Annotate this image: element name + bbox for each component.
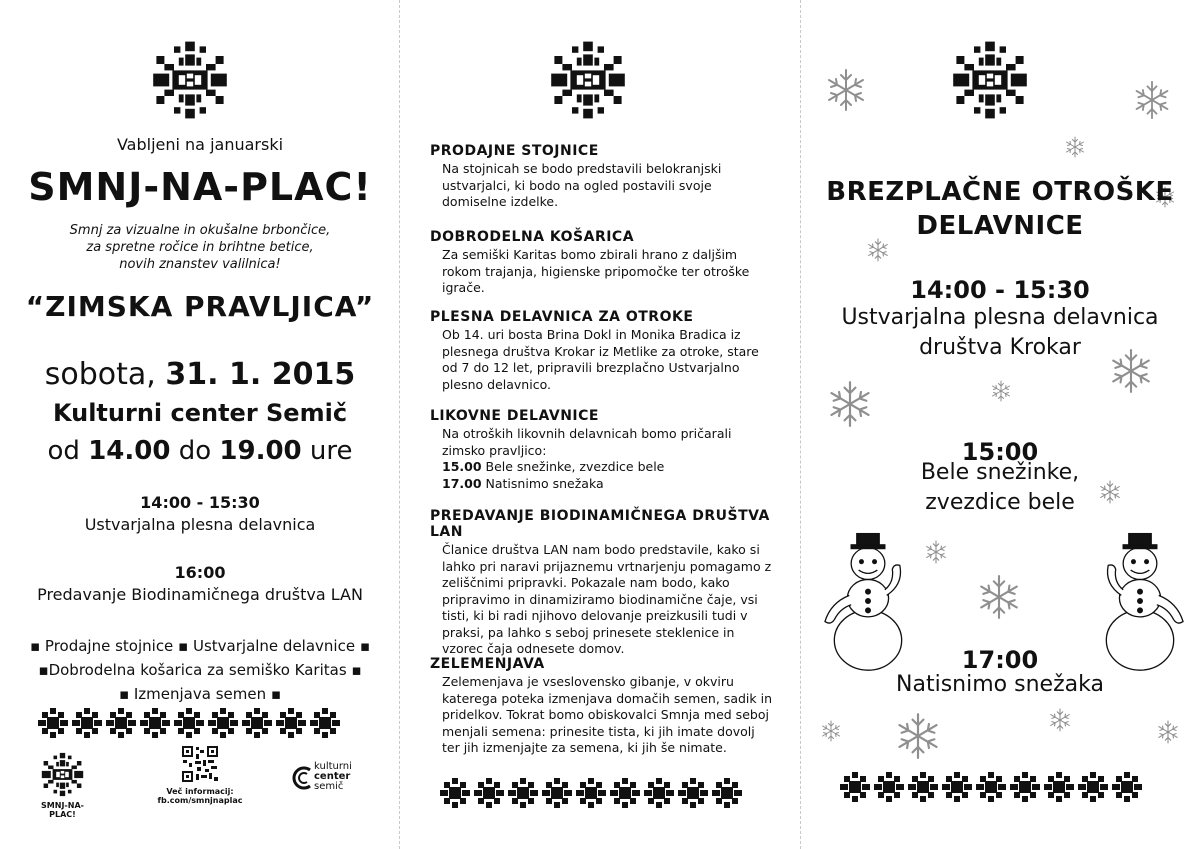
border-motif-icon — [712, 778, 742, 808]
time-from: 14.00 — [88, 436, 171, 466]
workshop-time: 14:00 - 15:30 — [910, 276, 1090, 304]
kc-line-2: center — [314, 771, 351, 782]
border-motif-icon — [576, 778, 606, 808]
schedule-time: 16:00 — [174, 563, 226, 582]
border-motif-icon — [310, 708, 340, 738]
art-item-time: 17.00 — [442, 475, 482, 491]
footer-logo-label: SMNJ-NA-PLAC! — [41, 801, 84, 819]
border-motif-icon — [106, 708, 136, 738]
border-motif-icon — [1044, 772, 1074, 802]
snowflake-icon — [1132, 80, 1172, 120]
border-motif-icon — [38, 708, 68, 738]
folk-star-motif-icon — [40, 752, 85, 797]
schedule-desc: Predavanje Biodinamičnega društva LAN — [37, 585, 363, 604]
section-seed-swap — [430, 656, 775, 757]
workshop-desc — [800, 303, 1200, 363]
art-item-time: 15.00 — [442, 459, 482, 474]
art-item-desc: Natisnimo snežaka — [481, 475, 604, 491]
middle-panel — [400, 0, 800, 849]
theme-title: “ZIMSKA PRAVLJICA” — [25, 290, 375, 323]
border-motif-icon — [474, 778, 504, 808]
border-motif-icon — [242, 708, 272, 738]
workshop-time: 15:00 — [961, 438, 1039, 466]
folk-star-motif-icon — [950, 40, 1030, 120]
folk-border — [840, 772, 1142, 802]
section-heading: PLESNA DELAVNICA ZA OTROKE — [430, 309, 694, 325]
more-info-label: Več informacij: — [166, 787, 234, 796]
snowflake-icon — [826, 380, 874, 428]
border-motif-icon — [140, 708, 170, 738]
schedule-desc: Ustvarjalna plesna delavnica — [84, 515, 316, 534]
border-motif-icon — [1078, 772, 1108, 802]
workshop-time: 17:00 — [961, 646, 1039, 674]
art-item — [442, 476, 775, 493]
border-motif-icon — [208, 708, 238, 738]
border-motif-icon — [976, 772, 1006, 802]
border-motif-icon — [610, 778, 640, 808]
workshops-title — [800, 175, 1200, 243]
section-dance-workshop — [430, 309, 775, 393]
right-panel — [800, 0, 1200, 849]
border-motif-icon — [644, 778, 674, 808]
section-body: Članice društva LAN nam bodo predstavile, kako si lahko pri naravi prijaznemu vrtnarjenju pomagamo z zeliščnimi pripravki. Pokazale nam bodo, kako pripravimo in dinamiziramo biodinamične čaje, vsi tisti, ki bi radi njihovo delovanje preizkusili tudi v praksi, pa lahko s seboj prinesete steklenice in vzorec čaja odnesete domov. — [442, 542, 772, 656]
border-motif-icon — [1010, 772, 1040, 802]
section-body: Zelemenjava je vseslovensko gibanje, v okviru katerega poteka izmenjava domačih semen, sadik in pridelkov. Tokrat bomo obiskovalci Smnja med seboj menjali semena: prinesite tista, ki jih imate dovolj ter jih izmenjajte za semena, ki jih še nimate. — [442, 674, 772, 755]
workshop-desc-line: Ustvarjalna plesna delavnica — [841, 305, 1159, 330]
time-mid: do — [170, 436, 220, 466]
folk-border — [440, 778, 742, 808]
facebook-link[interactable]: fb.com/smnjnaplac — [157, 796, 243, 805]
qr-code-icon[interactable] — [181, 745, 219, 783]
snowflake-icon — [824, 68, 868, 112]
workshop-desc-line: Bele snežinke, — [920, 460, 1080, 485]
kulturni-center-logo-icon — [292, 766, 314, 790]
folk-star-motif-icon — [548, 40, 628, 120]
snowflake-icon — [924, 540, 948, 564]
feature-line: ▪Dobrodelna košarica za semiško Karitas ▪ — [38, 661, 362, 679]
kulturni-center-logo — [292, 762, 372, 802]
feature-line: ▪ Prodajne stojnice ▪ Ustvarjalne delavnice ▪ — [29, 637, 371, 655]
art-item-desc: Bele snežinke, zvezdice bele — [481, 459, 665, 474]
schedule-item — [0, 492, 400, 536]
feature-list — [0, 634, 400, 706]
section-lecture — [430, 508, 775, 658]
border-motif-icon — [508, 778, 538, 808]
snowflake-icon — [976, 574, 1022, 620]
left-panel — [0, 0, 400, 849]
section-body: Ob 14. uri bosta Brina Dokl in Monika Bradica iz plesnega društva Krokar iz Metlike za otroke, stare od 7 do 12 let, pripravili brezplačno Ustvarjalno plesno delavnico. — [442, 327, 759, 392]
border-motif-icon — [942, 772, 972, 802]
border-motif-icon — [72, 708, 102, 738]
workshops-title-line: DELAVNICE — [916, 211, 1084, 241]
workshop-desc-line: zvezdice bele — [925, 490, 1075, 515]
feature-line: ▪ Izmenjava semen ▪ — [118, 685, 282, 703]
kc-line-3: semič — [314, 781, 344, 792]
section-stalls — [430, 143, 775, 211]
section-heading: PRODAJNE STOJNICE — [430, 143, 599, 159]
workshops-title-line: BREZPLAČNE OTROŠKE — [826, 177, 1174, 207]
schedule-time: 14:00 - 15:30 — [140, 493, 260, 512]
section-body: Za semiški Karitas bomo zbirali hrano z daljšim rokom trajanja, higienske pripomočke ter otroške igrače. — [442, 247, 750, 295]
border-motif-icon — [440, 778, 470, 808]
border-motif-icon — [678, 778, 708, 808]
workshop-desc: Natisnimo snežaka — [896, 672, 1104, 697]
border-motif-icon — [276, 708, 306, 738]
snowflake-icon — [1064, 136, 1086, 158]
date-prefix: sobota, — [44, 357, 166, 392]
snowflake-icon — [1156, 720, 1180, 744]
border-motif-icon — [174, 708, 204, 738]
tagline-line: Smnj za vizualne in okušalne brbončice, — [69, 223, 331, 238]
workshop-desc-line: društva Krokar — [919, 335, 1081, 360]
section-heading: ZELEMENJAVA — [430, 656, 545, 672]
workshop-desc — [800, 458, 1200, 518]
snowflake-icon — [894, 712, 942, 760]
border-motif-icon — [908, 772, 938, 802]
event-date-block — [0, 356, 400, 470]
section-body: Na otroških likovnih delavnicah bomo pričarali zimsko pravljico: — [442, 426, 732, 458]
snowflake-icon — [1048, 708, 1072, 732]
snowflake-icon — [990, 380, 1012, 402]
tagline-line: za spretne ročice in brihtne betice, — [86, 240, 314, 255]
border-motif-icon — [840, 772, 870, 802]
snowflake-icon — [820, 720, 842, 742]
invite-text: Vabljeni na januarski — [116, 135, 284, 154]
time-to: 19.00 — [219, 436, 302, 466]
tagline-line: novih znanstev valilnica! — [119, 257, 281, 272]
section-heading: PREDAVANJE BIODINAMIČNEGA DRUŠTVA LAN — [430, 508, 770, 540]
folk-star-motif-icon — [150, 40, 230, 120]
schedule-item — [0, 562, 400, 606]
section-art-workshops — [430, 408, 775, 492]
art-item — [442, 459, 775, 476]
section-charity — [430, 229, 775, 297]
kc-line-1: kulturni — [314, 761, 352, 772]
section-heading: LIKOVNE DELAVNICE — [430, 408, 599, 424]
event-venue: Kulturni center Semič — [52, 399, 348, 427]
tagline — [0, 222, 400, 273]
border-motif-icon — [542, 778, 572, 808]
event-date: 31. 1. 2015 — [165, 357, 356, 392]
border-motif-icon — [1112, 772, 1142, 802]
section-body: Na stojnicah se bodo predstavili belokranjski ustvarjalci, ki bodo na ogled postavili svoje domiselne izdelke. — [442, 161, 722, 209]
section-heading: DOBRODELNA KOŠARICA — [430, 229, 635, 245]
time-suffix: ure — [301, 436, 353, 466]
qr-block — [150, 745, 250, 805]
folk-border — [38, 708, 340, 738]
border-motif-icon — [874, 772, 904, 802]
event-title: SMNJ-NA-PLAC! — [28, 165, 372, 209]
time-from-prefix: od — [47, 436, 89, 466]
footer-logo — [40, 752, 85, 819]
